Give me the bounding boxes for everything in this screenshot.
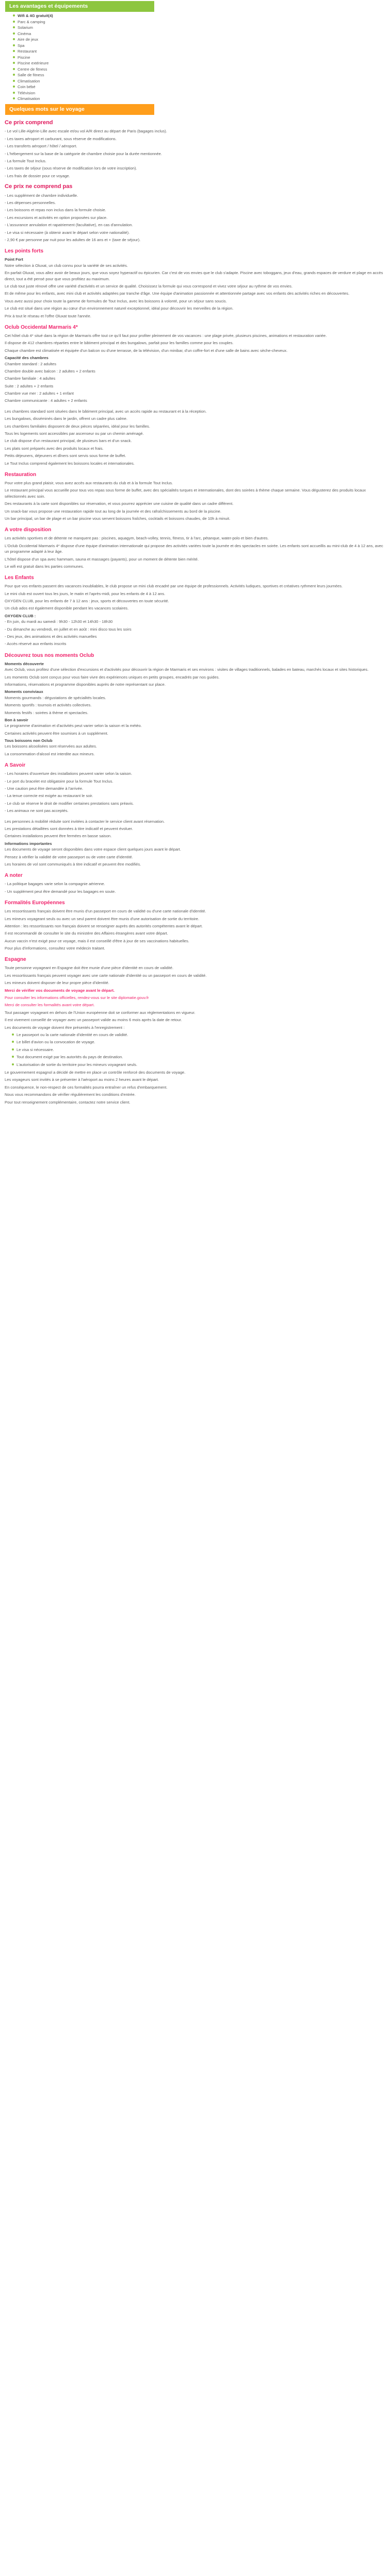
bon-savoir-line: Le programme d'animation et d'activités peut varier selon la saison et la météo. — [5, 723, 142, 728]
formalites-title: Formalités Européennes — [5, 900, 65, 906]
espagne-closing-paragraph: En conséquence, le non-respect de ces formalités pourra entraîner un refus d'embarquement. — [5, 1084, 168, 1090]
espagne-link-line — [5, 1002, 386, 1008]
note-line: La consommation d'alcool est interdite aux mineurs. — [5, 751, 95, 756]
club-extra-line: Les plats sont préparés avec des produits locaux et frais. — [5, 446, 104, 451]
espagne-paragraph: Les ressortissants français peuvent voyager avec une carte nationale d'identité ou un passeport en cours de validité. — [5, 973, 207, 978]
a-savoir-title: A Savoir — [5, 762, 26, 769]
formalites-text — [5, 908, 386, 951]
espagne-bullet: Le passeport ou la carte nationale d'identité en cours de validité. — [12, 1032, 386, 1038]
espagne-extra — [5, 1010, 386, 1023]
espagne-bullet: Tout document exigé par les autorités du pays de destination. — [12, 1054, 386, 1060]
espagne-closing-paragraph: Les voyageurs sont invités à se présenter à l'aéroport au moins 2 heures avant le départ. — [5, 1077, 159, 1082]
a-savoir-extra-line: Certaines installations peuvent être fermées en basse saison. — [5, 834, 112, 839]
points-forts-sub: Point Fort — [5, 257, 23, 262]
equipement-item: Piscine — [13, 55, 386, 61]
moments-list — [5, 695, 386, 716]
prix-ne-comprend-title: Ce prix ne comprend pas — [5, 183, 73, 190]
moments-line: Moments sportifs : tournois et activités collectives. — [5, 703, 92, 708]
prix-comprend-line: - L'hébergement sur la base de la catégorie de chambre choisie pour la durée mentionnée. — [5, 151, 162, 156]
a-savoir-extra-line: Les personnes à mobilité réduite sont invitées à contacter le service client avant réservation. — [5, 819, 165, 824]
prix-ne-comprend-line: - 2,90 € par personne par nuit pour les adultes de 16 ans et + (taxe de séjour). — [5, 238, 141, 243]
decouvrir-paragraph: Informations, réservations et programme disponibles auprès de notre représentant sur place. — [5, 682, 166, 687]
formalites-paragraph: Aucun vaccin n'est exigé pour ce voyage, mais il est conseillé d'être à jour de ses vaccinations habituelles. — [5, 938, 189, 943]
enfants-paragraph: Pour que vos enfants passent des vacances inoubliables, le club propose un mini club encadré par une équipe de professionnels. Activités ludiques, sportives et créatives rythment leurs journées. — [5, 584, 343, 589]
enfants-paragraph: Un club ados est également disponible pendant les vacances scolaires. — [5, 606, 129, 611]
activites-paragraph: Le wifi est gratuit dans les parties communes. — [5, 564, 84, 569]
capacite-line: Chambre communicante : 4 adultes + 2 enfants — [5, 398, 87, 403]
espagne-extra-paragraph: Il est vivement conseillé de voyager avec un passeport valide au moins 6 mois après la date de retour. — [5, 1018, 182, 1023]
a-noter-title: A noter — [5, 873, 23, 879]
banner-voyage — [5, 104, 154, 115]
banner-voyage-title: Quelques mots sur le voyage — [9, 106, 85, 112]
a-savoir-line: - Une caution peut être demandée à l'arrivée. — [5, 786, 84, 791]
formalites-paragraph: Il est recommandé de consulter le site du ministère des Affaires étrangères avant votre départ. — [5, 931, 168, 936]
club-extra-line: Les chambres standard sont situées dans le bâtiment principal, avec un accès rapide au restaurant et à la réception. — [5, 409, 207, 414]
note-list — [5, 743, 386, 757]
club-text — [5, 333, 386, 353]
club-paragraph: Il dispose de 412 chambres réparties entre le bâtiment principal et des bungalows, parfait pour les familles comme pour les couples. — [5, 341, 234, 346]
espagne-bullet: L'autorisation de sortie du territoire pour les mineurs voyageant seuls. — [12, 1062, 386, 1067]
oxygen-line: - En juin, du mardi au samedi : 9h30 - 12h30 et 14h30 - 18h30 — [5, 619, 113, 624]
espagne-pink-line: Merci de vérifier vos documents de voyage avant le départ. — [5, 988, 115, 993]
points-forts-paragraph: Le club tout juste rénové offre une variété d'activités et un service de qualité. Choisissez la formule qui vous correspond et vivez votre séjour au rythme de vos envies. — [5, 284, 293, 289]
equipement-item: Aire de jeux — [13, 37, 386, 43]
espagne-closing — [5, 1070, 386, 1105]
restauration-paragraph: Un bar principal, un bar de plage et un bar piscine vous servent boissons fraîches, cocktails et boissons chaudes, de 10h à minuit. — [5, 516, 231, 521]
capacite-line: Suite : 2 adultes + 2 enfants — [5, 383, 54, 388]
equipement-item: Salle de fitness — [13, 72, 386, 78]
points-forts-paragraph: Vous avez aussi pour choix toute la gamme de formules de Tout Inclus, avec les boissons à volonté, pour un séjour sans soucis. — [5, 298, 227, 303]
a-savoir-line: - Le club se réserve le droit de modifier certaines prestations sans préavis. — [5, 801, 134, 806]
info-paragraph: Les documents de voyage seront disponibles dans votre espace client quelques jours avant le départ. — [5, 847, 181, 852]
capacite-line: Chambre vue mer : 2 adultes + 1 enfant — [5, 391, 74, 396]
activites-text — [5, 535, 386, 569]
equipement-item: Solarium — [13, 25, 386, 31]
prix-comprend-line: - La formule Tout Inclus. — [5, 159, 46, 164]
prix-ne-comprend-line: - Les boissons et repas non inclus dans la formule choisie. — [5, 208, 106, 213]
prix-comprend-title: Ce prix comprend — [5, 119, 53, 126]
banner-equipements — [5, 1, 154, 12]
restauration-paragraph: Un snack-bar vous propose une restauration rapide tout au long de la journée et des rafraîchissements au bord de la piscine. — [5, 509, 222, 514]
club-extra-line: Le club dispose d'un restaurant principal, de plusieurs bars et d'un snack. — [5, 438, 132, 444]
oxygen-line: - Accès réservé aux enfants inscrits — [5, 641, 67, 647]
equipement-item: Restaurant — [13, 48, 386, 55]
activites-paragraph: Les activités sportives et de détente ne manquent pas : piscines, aquagym, beach-volley, tennis, fitness, tir à l'arc, pétanque, water-polo et bien d'autres. — [5, 536, 269, 541]
espagne-closing-paragraph: Pour tout renseignement complémentaire, contactez notre service client. — [5, 1099, 131, 1105]
prix-comprend-line: - Les taxes de séjour (sous réserve de modification lors de votre inscription). — [5, 166, 137, 171]
equipement-item: Centre de fitness — [13, 66, 386, 73]
moments-line: Moments festifs : soirées à thème et spectacles. — [5, 710, 89, 715]
espagne-paragraph: Toute personne voyageant en Espagne doit être munie d'une pièce d'identité en cours de validité. — [5, 965, 174, 971]
restauration-text — [5, 480, 386, 521]
bon-savoir-line: Certaines activités peuvent être soumises à un supplément. — [5, 731, 108, 736]
capacite-line: Chambre standard : 2 adultes — [5, 361, 57, 366]
activites-paragraph: L'Oclub Occidental Marmaris 4* dispose d'une équipe d'animation internationale qui propose des activités variées toute la journée et des spectacles en soirée. Les enfants sont accueillis au mini-club de 4 à 12 ans, avec un programme adapté à leur âge. — [5, 543, 383, 554]
activites-paragraph: L'hôtel dispose d'un spa avec hammam, sauna et massages (payants), pour un moment de détente bien mérité. — [5, 556, 199, 562]
a-savoir-extra-line: Les prestations détaillées sont données à titre indicatif et peuvent évoluer. — [5, 826, 133, 831]
equipement-item: Parc & camping — [13, 19, 386, 25]
espagne-title: Espagne — [5, 957, 26, 963]
formalites-paragraph: Attention : les ressortissants non français doivent se renseigner auprès des autorités compétentes avant le départ. — [5, 923, 203, 928]
a-savoir-line: - La tenue correcte est exigée au restaurant le soir. — [5, 793, 93, 799]
points-forts-text — [5, 263, 386, 319]
equipements-list — [5, 12, 386, 104]
moments-line: Moments gourmands : dégustations de spécialités locales. — [5, 695, 106, 700]
decouvrir-paragraph: Avec Oclub, vous profitez d'une sélection d'excursions et d'activités pour découvrir la région de Marmaris et ses environs : visites de villages traditionnels, balades en bateau, marchés locaux et sites historiques. — [5, 667, 369, 672]
espagne-bullets-intro: Les documents de voyage doivent être présentés à l'enregistrement : — [5, 1025, 125, 1030]
banner-equipements-title: Les avantages et équipements — [9, 3, 88, 9]
bon-savoir-list — [5, 723, 386, 736]
info-paragraph: Pensez à vérifier la validité de votre passeport ou de votre carte d'identité. — [5, 854, 133, 859]
formalites-paragraph: Les mineurs voyageant seuls ou avec un seul parent doivent être munis d'une autorisation de sortie du territoire. — [5, 916, 200, 921]
a-noter-list — [5, 881, 386, 894]
equipement-item: Coin bébé — [13, 84, 386, 90]
espagne-links — [5, 995, 386, 1008]
club-paragraph: Chaque chambre est climatisée et équipée d'un balcon ou d'une terrasse, de la télévision, d'un minibar, d'un coffre-fort et d'une salle de bains avec sèche-cheveux. — [5, 348, 288, 353]
prix-ne-comprend-line: - Le visa si nécessaire (à obtenir avant le départ selon votre nationalité). — [5, 230, 130, 235]
content-body — [5, 118, 386, 1105]
equipement-item: Télévision — [13, 90, 386, 96]
espagne-text — [5, 965, 386, 986]
oxygen-line: - Du dimanche au vendredi, en juillet et en août : mini disco tous les soirs — [5, 626, 132, 632]
points-forts-paragraph: Et de même pour les enfants, avec mini club et activités adaptées par tranche d'âge. Une équipe d'animation passionnée et attentionnée partage avec vos enfants des activités riches en découvertes. — [5, 291, 350, 296]
equipement-item: Climatisation — [13, 96, 386, 102]
info-paragraph: Les horaires de vol sont communiqués à titre indicatif et peuvent être modifiés. — [5, 861, 141, 867]
capacite-line: Chambre familiale : 4 adultes — [5, 376, 56, 381]
espagne-bullet: Le billet d'avion ou la convocation de voyage. — [12, 1039, 386, 1045]
decouvrir-text — [5, 667, 386, 687]
enfants-text — [5, 583, 386, 612]
capacite-list — [5, 361, 386, 404]
equipement-item: Wifi & 4G gratuit(4) — [13, 13, 386, 19]
prix-ne-comprend-line: - Les excursions et activités en option proposées sur place. — [5, 215, 108, 220]
a-savoir-line: - Le port du bracelet est obligatoire pour la formule Tout Inclus. — [5, 778, 113, 784]
club-extra-line: Les bungalows, disséminés dans le jardin, offrent un cadre plus calme. — [5, 416, 127, 421]
formalites-paragraph: Pour plus d'informations, consultez votre médecin traitant. — [5, 946, 105, 951]
oxygen-title: OXYGEN CLUB : — [5, 613, 36, 618]
formalites-link[interactable]: Pour consulter les informations officielles, rendez-vous sur le site diplomatie.gouv.fr — [5, 995, 149, 1001]
club-extra-line: Petits déjeuners, déjeuners et dîners sont servis sous forme de buffet. — [5, 453, 126, 459]
prix-comprend-line: - Le vol Lille-Algérie-Lille avec escale et/ou vol A/R direct au départ de Paris (bagages inclus). — [5, 129, 167, 134]
decouvrir-paragraph: Les moments Oclub sont conçus pour vous faire vivre des expériences uniques en petits groupes, encadrés par nos guides. — [5, 674, 220, 680]
espagne-closing-paragraph: Nous vous recommandons de vérifier régulièrement les conditions d'entrée. — [5, 1092, 136, 1097]
bon-savoir-title: Bon à savoir — [5, 717, 28, 722]
prix-ne-comprend-line: - Les supplément de chambre individuelle. — [5, 193, 78, 198]
equipement-item: Piscine extérieure — [13, 60, 386, 66]
a-noter-line: - La politique bagages varie selon la compagnie aérienne. — [5, 882, 105, 887]
equipement-item: Climatisation — [13, 78, 386, 84]
note-line: Les boissons alcoolisées sont réservées aux adultes. — [5, 744, 97, 749]
oxygen-list — [5, 619, 386, 647]
a-savoir-text — [5, 771, 386, 814]
club-extra-line: Tous les logements sont accessibles par ascenseur ou par un chemin aménagé. — [5, 431, 144, 436]
espagne-bullet: Le visa si nécessaire. — [12, 1047, 386, 1053]
restauration-paragraph: Pour votre plus grand plaisir, vous avez accès aux restaurants du club et à la formule Tout Inclus. — [5, 480, 173, 485]
a-savoir-line: - Les animaux ne sont pas acceptés. — [5, 808, 69, 814]
a-savoir-extra — [5, 819, 386, 839]
points-forts-paragraph: En parfait Oluxat, vous allez avoir de beaux jours, que vous soyez hyperactif ou épicurien. Car c'est de vos envies que le club s'adapte. Piscine avec toboggans, jeux d'eau, grands espaces de verdure et plage en accès direct, tout a été pensé pour que vous profitiez au maximum. — [5, 270, 383, 281]
note-title: Tous boissons non Oclub — [5, 738, 53, 743]
restauration-title: Restauration — [5, 471, 37, 478]
restauration-paragraph: Le restaurant principal vous accueille pour tous vos repas sous forme de buffet, avec des spécialités turques et internationales, dont des soirées à thème chaque semaine. Vous dégusterez des produits locaux sélectionnés avec soin. — [5, 488, 366, 499]
formalites-paragraph: Les ressortissants français doivent être munis d'un passeport en cours de validité ou d'une carte nationale d'identité. — [5, 909, 206, 914]
oxygen-line: - Des jeux, des animations et des activités manuelles — [5, 634, 97, 639]
decouvrir-sub: Moments découverte — [5, 661, 44, 666]
club-extra-text — [5, 409, 386, 466]
club-title: Oclub Occidental Marmaris 4* — [5, 324, 78, 330]
activites-title: A votre disposition — [5, 527, 52, 533]
a-savoir-line: - Les horaires d'ouverture des installations peuvent varier selon la saison. — [5, 771, 133, 776]
formalites-link[interactable]: Merci de consulter les formalités avant votre départ. — [5, 1003, 95, 1008]
prix-ne-comprend-line: - Les dépenses personnelles. — [5, 200, 56, 206]
enfants-title: Les Enfants — [5, 575, 34, 581]
prix-comprend-line: - Les taxes aéroport et carburant, sous réserve de modifications. — [5, 136, 117, 141]
info-title: Informations importantes — [5, 841, 52, 846]
club-extra-line: Le Tout Inclus comprend également les boissons locales et internationales. — [5, 461, 135, 466]
espagne-link-line — [5, 995, 386, 1001]
espagne-paragraph: Les mineurs doivent disposer de leur propre pièce d'identité. — [5, 980, 109, 986]
prix-comprend-line: - Les frais de dossier pour ce voyage. — [5, 173, 70, 178]
espagne-extra-paragraph: Tout passager voyageant en dehors de l'Union européenne doit se conformer aux réglementations en vigueur. — [5, 1010, 196, 1015]
restauration-paragraph: Des restaurants à la carte sont disponibles sur réservation, et vous pourrez apprécier une cuisine de qualité dans un cadre différent. — [5, 501, 234, 506]
points-forts-paragraph: Prix à tout le réseau et l'offre Oluxat toute l'année. — [5, 313, 91, 318]
points-forts-paragraph: Le club est situé dans une région au cœur d'un environnement naturel exceptionnel, idéal pour découvrir les merveilles de la région. — [5, 306, 234, 311]
page — [0, 0, 391, 1127]
club-extra-line: Les chambres familiales disposent de deux pièces séparées, idéal pour les familles. — [5, 423, 150, 429]
info-text — [5, 846, 386, 867]
points-forts-title: Les points forts — [5, 248, 44, 255]
prix-ne-comprend-line: - L'assurance annulation et rapatriement (facultative), en cas d'annulation. — [5, 223, 133, 228]
prix-comprend-line: - Les transferts aéroport / hôtel / aéroport. — [5, 144, 77, 149]
capacite-title: Capacité des chambres — [5, 355, 48, 361]
points-forts-paragraph: Notre sélection à Oluxat, un club connu pour la variété de ses activités. — [5, 263, 128, 268]
espagne-bullets — [5, 1032, 386, 1067]
enfants-paragraph: Le mini club est ouvert tous les jours, le matin et l'après-midi, pour les enfants de 4 à 12 ans. — [5, 591, 166, 596]
club-paragraph: Cet hôtel club 4* situé dans la région de Marmaris offre tout ce qu'il faut pour profiter pleinement de vos vacances : une plage privée, plusieurs piscines, animations et restauration variée. — [5, 333, 327, 338]
prix-ne-comprend-list — [5, 193, 386, 243]
espagne-closing-paragraph: Le gouvernement espagnol a décidé de mettre en place un contrôle renforcé des documents de voyage. — [5, 1070, 186, 1075]
decouvrir-title: Découvrez tous nos moments Oclub — [5, 652, 94, 658]
capacite-line: Chambre double avec balcon : 2 adultes + 2 enfants — [5, 368, 95, 374]
enfants-paragraph: OXYGEN CLUB, pour les enfants de 7 à 12 ans : jeux, sports et découvertes en toute sécurité. — [5, 599, 169, 604]
a-noter-line: - Un supplément peut être demandé pour les bagages en soute. — [5, 889, 116, 894]
equipement-item: Spa — [13, 43, 386, 49]
moments-title: Moments conviviaux — [5, 689, 43, 694]
prix-comprend-list — [5, 128, 386, 179]
equipement-item: Cinéma — [13, 31, 386, 37]
